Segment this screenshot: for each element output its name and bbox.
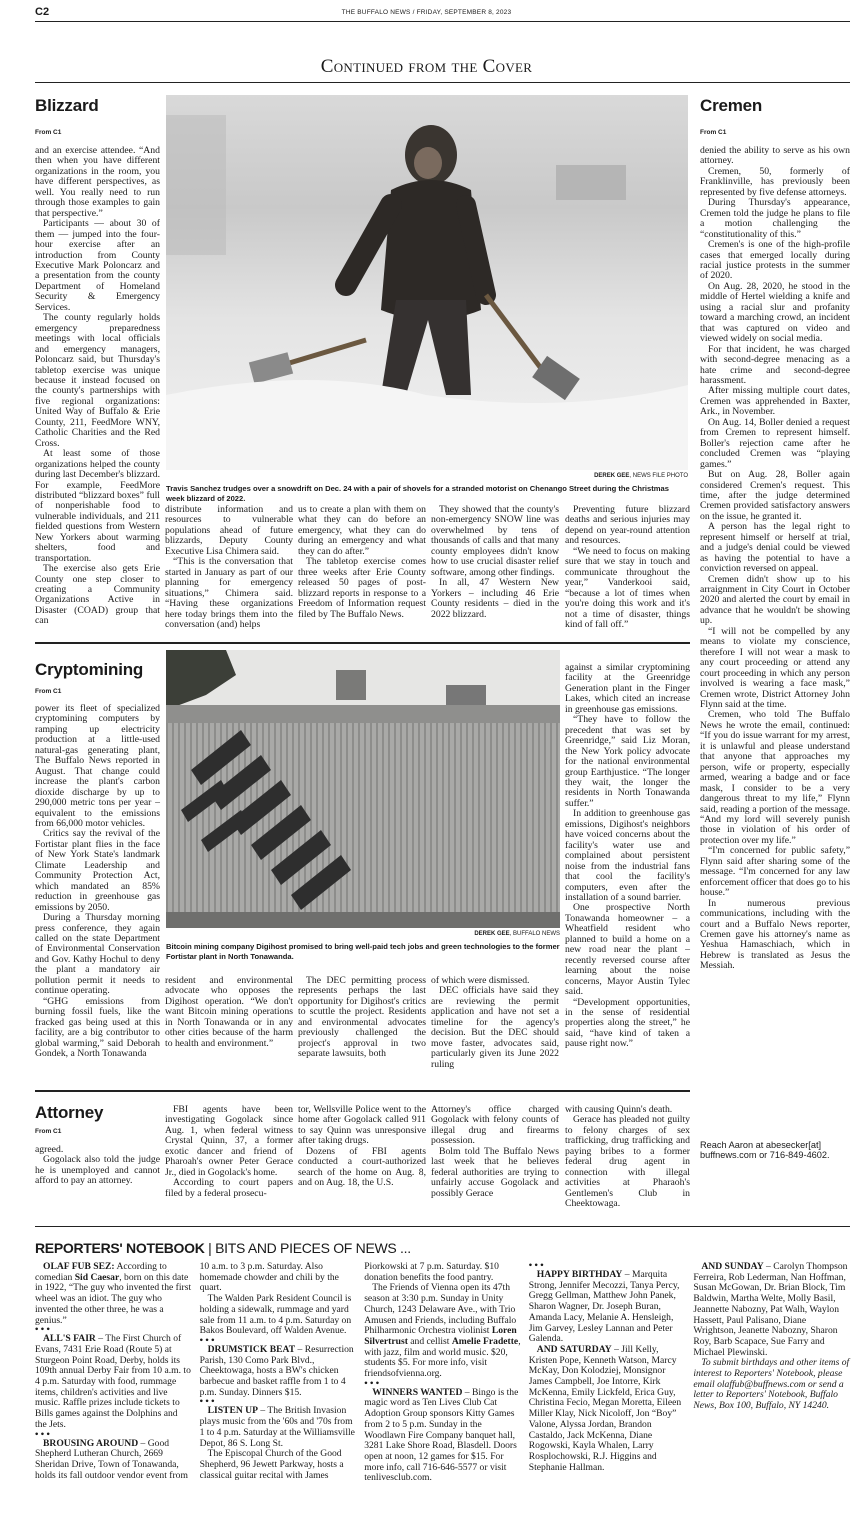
article-paragraph: The DEC permitting process represents perhaps the last opportunity for Digihost's critics to scuttle the project. Residents and environmental advocates previously challenged the project's approval in two separate lawsuits, both bbox=[298, 975, 426, 1060]
credit-organization: , NEWS FILE PHOTO bbox=[629, 473, 688, 479]
article-column bbox=[431, 976, 559, 1070]
item-text: The Walden Park Resident Council is holding a sidewalk, rummage and yard sale from 11 a.m. to 4 p.m. Saturday on Bakos Boulevard, off Walden Avenue. bbox=[199, 1293, 352, 1337]
article-column bbox=[700, 146, 850, 972]
bold-lead: LISTEN UP bbox=[207, 1405, 258, 1417]
article-column bbox=[35, 1145, 160, 1187]
divider bbox=[35, 1090, 690, 1092]
article-paragraph: The county regularly holds emergency preparedness meetings with local officials and emergency managers, Poloncarz said, but Thursday's tabletop exercise was unique because it instead focused on the county's partnerships with five regional organizations: United Way of Buffalo & Erie County, 211, FeedMore WNY, Catholic Charities and the Red Cross. bbox=[35, 312, 160, 449]
article-column bbox=[431, 1105, 559, 1199]
article-column bbox=[298, 1105, 426, 1189]
article-paragraph: FBI agents have been investigating Gogolack since Aug. 1, when federal witness Crystal Quinn, 37, a former exotic dancer and friend of Pharoah's owner Peter Gerace Jr., died in Gogolack's home. bbox=[165, 1104, 293, 1178]
bold-lead: OLAF FUB SEZ: bbox=[43, 1261, 115, 1272]
bold-lead: BROUSING AROUND bbox=[43, 1437, 139, 1449]
article-paragraph: us to create a plan with them on what they can do before an emergency, what they can do during an emergency and what they can do after.” bbox=[298, 504, 426, 557]
item-text: – Good Shepherd Lutheran Church, 2669 Sheridan Drive, Town of Tonawanda, holds its fall outdoor vendor event from 10 a.m. to 3 p.m. Saturday. Also homemade chowder and chili by the quart. bbox=[35, 1261, 339, 1481]
item-separator: • • • bbox=[35, 1428, 50, 1440]
article-heading-attorney: Attorney bbox=[35, 1103, 104, 1122]
article-paragraph: Cremen, who told The Buffalo News he wrote the email, continued: “If you do issue warrant for my arrest, it is unlawful and please understand that anyone that approaches my person, wife or property, especially armed, wearing a badge and or face mask, I consider to be a very dangerous threat to my life,” Flynn said, reading a portion of the message. “And my lord will severely punish those in violation of his order of protection over my life.” bbox=[700, 709, 850, 846]
photo-credit bbox=[166, 473, 688, 479]
article-heading-blizzard: Blizzard bbox=[35, 96, 99, 115]
item-text: and cellist bbox=[407, 1335, 452, 1347]
article-paragraph: At least some of those organizations helped the county during last December's blizzard. For example, FeedMore distributed “blizzard boxes” full of nonperishable food to vulnerable individuals, and 211 fielded questions from Western New Yorkers about warming shelters, food and transportation. bbox=[35, 448, 160, 564]
cryptomining-photo bbox=[166, 650, 560, 928]
paper-date-line: THE BUFFALO NEWS / FRIDAY, SEPTEMBER 8, 2023 bbox=[341, 9, 512, 16]
article-paragraph: For that incident, he was charged with second-degree menacing as a hate crime and second-degree harassment. bbox=[700, 343, 850, 386]
article-paragraph: They showed that the county's non-emergency SNOW line was overwhelmed by tens of thousands of calls and that many county employees didn't know how to use crucial disaster relief software, among other findings. bbox=[431, 504, 559, 578]
notebook-item bbox=[200, 1294, 357, 1337]
item-text: , with jazz, film and world music. $20, students $5. For more info, visit friendsofvienna.org. bbox=[364, 1335, 521, 1380]
article-column bbox=[298, 505, 426, 620]
notebook-header bbox=[35, 1240, 411, 1256]
page-number: C2 bbox=[35, 6, 50, 18]
article-column bbox=[565, 1105, 690, 1210]
divider bbox=[35, 82, 850, 83]
article-paragraph: On Aug. 14, Boller denied a request from Cremen to represent himself. Boller's rejection came after he concluded Cremen was “playing games.” bbox=[700, 416, 850, 470]
article-paragraph: “GHG emissions from burning fossil fuels, like the fracked gas being used at this facility, are a big contributor to global warming,” said Deborah Gondek, a North Tonawanda bbox=[35, 995, 160, 1059]
bold-lead: AND SUNDAY bbox=[701, 1261, 764, 1272]
reporter-contact: Reach Aaron at abesecker[at] buffnews.com or 716-849-4602. bbox=[700, 1140, 830, 1161]
snow-scene-image bbox=[166, 95, 688, 470]
item-text: – Marquita Strong, Jennifer Mecozzi, Tanya Percy, Gregg Gellman, Matthew John Panek, Sharon Wagner, Dr. Joseph Buran, Amanda Lacy, Melanie A. Hensleigh, Jim Garvey, Lesley Lannan and Peter Galenda. bbox=[528, 1269, 680, 1345]
article-paragraph: “Development opportunities, in the sense of residential properties along the street,” he said, “have kind of taken a pause right now.” bbox=[565, 996, 690, 1050]
header-separator: | bbox=[204, 1240, 216, 1256]
jump-line: From C1 bbox=[35, 1128, 62, 1135]
article-paragraph: Cremen didn't show up to his arraignment in City Court in October 2020 and alerted the court by email in advance that he wouldn't be showing up. bbox=[700, 573, 850, 627]
item-separator: • • • bbox=[528, 1260, 544, 1271]
article-paragraph: Cremen's is one of the high-profile cases that emerged locally during racial justice protests in the summer of 2020. bbox=[700, 239, 850, 282]
article-column bbox=[165, 1105, 293, 1199]
article-column bbox=[565, 663, 690, 1050]
notebook-item bbox=[364, 1283, 521, 1379]
article-paragraph: After missing multiple court dates, Cremen was apprehended in Baxter, Ark., in November. bbox=[700, 385, 850, 418]
article-heading-cremen: Cremen bbox=[700, 96, 763, 115]
bold-lead: Sid Caesar bbox=[74, 1271, 120, 1283]
notebook-item bbox=[35, 1334, 192, 1430]
bold-lead: WINNERS WANTED bbox=[372, 1386, 463, 1398]
divider bbox=[35, 21, 850, 22]
item-text: – The First Church of Evans, 7431 Erie Road (Route 5) at Sturgeon Point Road, Derby, holds its 109th annual Derby Fair from 10 a.m. to 4 p.m. Saturday with food, rummage items, children's activities and live music. Raffle prizes include tickets to Bills games against the Dolphins and the Jets. bbox=[35, 1333, 191, 1430]
article-paragraph: against a similar cryptomining facility at the Greenridge Generation plant in the Finger Lakes, which cited an increase in greenhouse gas emissions. bbox=[565, 662, 690, 715]
article-column bbox=[565, 505, 690, 630]
notebook-subtitle: BITS AND PIECES OF NEWS ... bbox=[215, 1240, 411, 1256]
item-separator: • • • bbox=[35, 1324, 50, 1336]
article-paragraph: During a Thursday morning press conference, they again called on the state Department of Environmental Conservation and Gov. Kathy Hochul to deny the plant a mandatory air pollution permit it needs to continue operating. bbox=[35, 912, 160, 997]
article-paragraph: Participants — about 30 of them — jumped into the four-hour exercise after an introduction from County Executive Mark Poloncarz and a presentation from the county Department of Homeland Security & Emergency Services. bbox=[35, 218, 160, 313]
article-paragraph: “This is the conversation that started in January as part of our planning for emergency situations,” Chimera said. “Having these organizations here today brings them into the conversation (and) helps bbox=[165, 556, 293, 630]
notebook-item bbox=[364, 1388, 521, 1484]
notebook-item bbox=[200, 1345, 357, 1399]
article-paragraph: resident and environmental advocate who opposes the Digihost operation. “We don't want Bitcoin mining operations in North Tonawanda or in any other cities because of the harm to health and environment.” bbox=[165, 975, 293, 1049]
section-title: Continued from the Cover bbox=[320, 56, 533, 77]
item-text: The Episcopal Church of the Good Shepherd, 96 Jewett Parkway, hosts a classical guitar recital with James Piorkowski at 7 p.m. Saturday. $10 donation benefits the food pantry. bbox=[199, 1261, 499, 1481]
article-heading-cryptomining: Cryptomining bbox=[35, 660, 144, 679]
article-paragraph: According to court papers filed by a federal prosecu- bbox=[165, 1177, 293, 1199]
article-paragraph: The exercise also gets Erie County one step closer to creating a Community Organizations Active in Disaster (COAD) group that can bbox=[35, 563, 160, 627]
jump-line: From C1 bbox=[35, 688, 62, 695]
article-paragraph: power its fleet of specialized cryptomining computers by ramping up electricity production at a little-used natural-gas generating plant, The Buffalo News reported in August. That change could increase the plant's carbon dioxide discharge by up to 290,000 metric tons per year – equivalent to the emissions from 66,000 motor vehicles. bbox=[35, 703, 160, 829]
article-paragraph: The tabletop exercise comes three weeks after Erie County released 50 pages of post-blizzard reports in response to a Freedom of Information request filed by The Buffalo News. bbox=[298, 556, 426, 620]
article-column bbox=[165, 976, 293, 1049]
item-text: – Bingo is the magic word as Ten Lives Club Cat Adoption Group sponsors Kitty Games from 2 to 5 p.m. Sunday in the Woodlawn Fire Company banquet hall, 3281 Lake Shore Road, Blasdell. Doors open at noon, 12 games for $15. For more info, call 716-646-5577 or visit tenlivesclub.com. bbox=[364, 1386, 519, 1484]
article-paragraph: agreed. bbox=[35, 1144, 64, 1155]
article-paragraph: DEC officials have said they are reviewing the permit application and have not set a timeline for the agency's decision. But the DEC should move faster, advocates said, particularly given its June 2022 ruling bbox=[431, 985, 559, 1070]
article-paragraph: Critics say the revival of the Fortistar plant flies in the face of New York State's landmark Climate Leadership and Community Protection Act, which mandated an 85% reduction in greenhouse gas emissions by 2050. bbox=[35, 828, 160, 913]
item-separator: • • • bbox=[199, 1396, 215, 1408]
article-paragraph: On Aug. 28, 2020, he stood in the middle of Hertel wielding a knife and using a racial slur and profanity toward a marching crowd, an incident that was captured on video and viewed widely on social media. bbox=[700, 280, 850, 345]
article-paragraph: One prospective North Tonawanda homeowner – a Wheatfield resident who planned to build a home on a new road near the plant – recently reversed course after learning about the noise concerns, Mayor Austin Tylec said. bbox=[565, 902, 690, 998]
article-paragraph: distribute information and resources to vulnerable populations ahead of future blizzards, Deputy County Executive Lisa Chimera said. bbox=[165, 504, 293, 557]
jump-line: From C1 bbox=[700, 129, 727, 136]
photo-caption: Bitcoin mining company Digihost promised to bring well-paid tech jobs and green technologies to the former Fortistar plant in North Tonawanda. bbox=[166, 942, 560, 961]
photographer-name: DEREK GEE bbox=[474, 931, 510, 937]
photo-credit bbox=[166, 931, 560, 937]
article-paragraph: But on Aug. 28, Boller again considered Cremen's request. This time, after the judge determined Cremen provided satisfactory answers on the issue, he granted it. bbox=[700, 469, 850, 522]
notebook-item bbox=[693, 1358, 850, 1412]
blizzard-photo bbox=[166, 95, 688, 470]
article-paragraph: Bolm told The Buffalo News last week that he believes federal authorities are trying to unfairly accuse Gogolack and possibly Gerace bbox=[431, 1145, 559, 1199]
article-column bbox=[35, 146, 160, 627]
jump-line: From C1 bbox=[35, 129, 62, 136]
item-separator: • • • bbox=[199, 1334, 215, 1346]
article-paragraph: and an exercise attendee. “And then when you have different organizations in the room, you have different perspectives, as well. You really need to run through those examples to gain that perspective.” bbox=[35, 145, 160, 219]
photographer-name: DEREK GEE bbox=[594, 473, 630, 479]
notebook-item bbox=[693, 1262, 850, 1358]
article-paragraph: A person has the legal right to represent himself or herself at trial, and a judge's denial could be viewed as having the potential to have a conviction reversed on appeal. bbox=[700, 521, 850, 575]
item-separator: • • • bbox=[364, 1377, 380, 1389]
article-paragraph: “They have to follow the precedent that was set by Greenridge,” said Liz Moran, the New York policy advocate for the national environmental group Earthjustice. “The longer they wait, the longer the residents in North Tonawanda suffer.” bbox=[565, 714, 690, 809]
item-text: The Friends of Vienna open its 47th season at 3:30 p.m. Sunday in Unity Church, 1243 Delaware Ave., with Trio Amusen and Friends, including Buffalo Philharmonic Orchestra violinist bbox=[364, 1282, 517, 1337]
article-paragraph: Gogolack also told the judge he is unemployed and cannot afford to pay an attorney. bbox=[35, 1154, 160, 1187]
item-text: – Jill Kelly, Kristen Pope, Kenneth Watson, Marcy McKay, Don Kolodziej, Monsignor James Campbell, Joe Intorre, Kirk McKenna, Emily Lickfeld, Erica Guy, Christina Fecio, Megan Moretta, Eileen Miller Klay, Nick Nicoloff, Jon “Boy” Valone, Alyssa Jordan, Brandon Castaldo, Jack McKenna, Diane Rogowski, Kayla Whalen, Larry Rosplochowski, R.J. Higgins and Stephanie Hallman. bbox=[528, 1343, 682, 1473]
article-paragraph: Attorney's office charged Gogolack with felony counts of illegal drug and firearms possession. bbox=[431, 1104, 559, 1147]
bold-lead: Loren Silvertrust bbox=[364, 1325, 517, 1347]
article-paragraph: “We need to focus on making sure that we stay in touch and communicate throughout the year,” Vanderkooi said, “because a lot of times when you're doing this work and it's not a time of disaster, things kind of fall off.” bbox=[565, 545, 690, 630]
item-text: To submit birthdays and other items of interest to Reporters' Notebook, please email olaffub@buffnews.com or send a letter to Reporters' Notebook, Buffalo News, Box 100, Buffalo, NY 14240. bbox=[693, 1357, 850, 1412]
article-paragraph: Preventing future blizzard deaths and serious injuries may depend on year-round attention and resources. bbox=[565, 504, 690, 547]
article-paragraph: “I will not be compelled by any means to violate my conscience, therefore I will not wear a mask to any court proceeding or attend any court proceeding in which any person involved is wearing a face mask,” Cremen wrote, District Attorney John Flynn said at the time. bbox=[700, 625, 850, 711]
article-paragraph: tor, Wellsville Police went to the home after Gogolack called 911 to say Quinn was unresponsive after taking drugs. bbox=[298, 1104, 426, 1147]
article-paragraph: of which were dismissed. bbox=[431, 975, 530, 986]
item-text: , born on this date in 1922, “The guy who invented the first wheel was an idiot. The guy who invented the other three, he was a genius.” bbox=[35, 1271, 192, 1326]
notebook-item bbox=[529, 1345, 686, 1473]
article-paragraph: with causing Quinn's death. bbox=[565, 1104, 673, 1115]
article-column bbox=[165, 505, 293, 630]
item-text: – Resurrection Parish, 130 Como Park Blvd., Cheektowaga, hosts a BW's chicken barbecue and basket raffle from 1 to 4 p.m. Sunday. Dinners $15. bbox=[199, 1343, 354, 1398]
article-column bbox=[298, 976, 426, 1060]
divider bbox=[35, 642, 690, 644]
bold-lead: HAPPY BIRTHDAY bbox=[536, 1269, 623, 1280]
notebook-item bbox=[35, 1262, 192, 1326]
article-paragraph: During Thursday's appearance, Cremen told the judge he plans to file a motion challenging the “constitutionality of this.” bbox=[700, 197, 850, 240]
bold-lead: ALL'S FAIR bbox=[43, 1333, 96, 1345]
bold-lead: AND SATURDAY bbox=[536, 1343, 612, 1355]
divider bbox=[35, 1226, 850, 1227]
article-paragraph: “I'm concerned for public safety,” Flynn said after sharing some of the message. “I'm concerned for any law enforcement officer that does go to his house.” bbox=[700, 845, 850, 899]
article-column bbox=[431, 505, 559, 620]
article-paragraph: In addition to greenhouse gas emissions, Digihost's neighbors have voiced concerns about the facility's water use and complained about persistent noise from the industrial fans that cool the facility's computers, even after the installation of a sound barrier. bbox=[565, 808, 690, 903]
credit-organization: , BUFFALO NEWS bbox=[509, 931, 560, 937]
article-paragraph: Gerace has pleaded not guilty to felony charges of sex trafficking, drug trafficking and paying bribes to a former federal drug agent in connection with illegal activities at Pharaoh's Gentlemen's Club in Cheektowaga. bbox=[565, 1114, 690, 1210]
notebook-item bbox=[529, 1270, 686, 1345]
power-plant-image bbox=[166, 650, 560, 928]
notebook-title: REPORTERS' NOTEBOOK bbox=[35, 1240, 205, 1256]
article-paragraph: Dozens of FBI agents conducted a court-authorized search of the home on Aug. 8, and on Aug. 18, the U.S. bbox=[298, 1145, 426, 1189]
notebook-item bbox=[200, 1406, 357, 1449]
item-text: According to comedian bbox=[35, 1261, 167, 1283]
item-text: – The British Invasion plays music from the '60s and '70s from 1 to 4 p.m. Saturday at the Williamsville Depot, 86 S. Long St. bbox=[199, 1405, 355, 1449]
bold-lead: DRUMSTICK BEAT bbox=[207, 1343, 296, 1355]
article-paragraph: Cremen, 50, formerly of Franklinville, has previously been represented by five defense attorneys. bbox=[700, 165, 850, 198]
notebook-columns bbox=[35, 1262, 850, 1492]
article-paragraph: denied the ability to serve as his own attorney. bbox=[700, 145, 850, 167]
article-column bbox=[35, 704, 160, 1059]
article-paragraph: In numerous previous communications, including with the court and a Buffalo News reporter, Cremen gave his attorney's name as Yeshua Hamaschiach, which in Hebrew is translated as Jesus the Messiah. bbox=[700, 897, 850, 972]
item-text: – Carolyn Thompson Ferreira, Rob Lederman, Nan Hoffman, Susan McGowan, Dr. Brian Block, Tim Baldwin, Martha Welte, Molly Basil, Jeannette Nabozny, Pat Walh, Waylon Hassett, Paul Palisano, Diane Wrightson, Jeanette Nabozny, Sharon Roy, Barb Scapace, Sue Farry and Michael Plewinski. bbox=[693, 1261, 848, 1358]
photo-caption: Travis Sanchez trudges over a snowdrift on Dec. 24 with a pair of shovels for a stranded motorist on Chenango Street during the Christmas week blizzard of 2022. bbox=[166, 484, 669, 503]
bold-lead: Amelie Fradette bbox=[451, 1335, 519, 1347]
article-paragraph: In all, 47 Western New Yorkers – including 46 Erie County residents – died in the 2022 blizzard. bbox=[431, 577, 559, 620]
